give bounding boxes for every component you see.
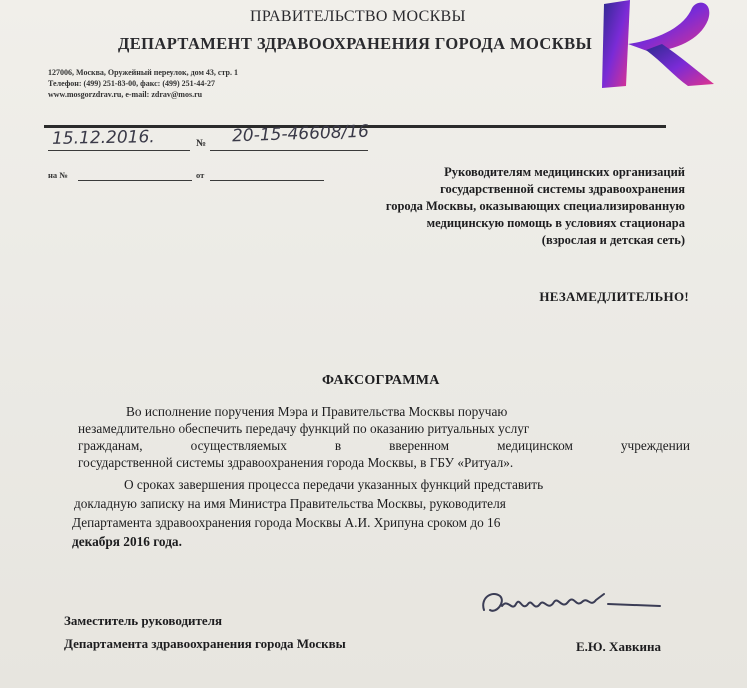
handwritten-signature [478, 584, 668, 624]
body-text-line: декабря 2016 года. [72, 534, 182, 549]
body-text-line: государственной системы здравоохранения города Москвы, в ГБУ «Ритуал». [78, 455, 514, 470]
body-word: медицинском [497, 438, 573, 453]
body-word: вверенном [389, 438, 450, 453]
document-title: ФАКСОГРАММА [322, 373, 440, 388]
phone-line: Телефон: (499) 251-83-00, факс: (499) 251-44-27 [48, 79, 215, 88]
body-text-line [78, 438, 690, 454]
body-text-line: Во исполнение поручения Мэра и Правительства Москвы поручаю [126, 404, 508, 419]
signatory-name: Е.Ю. Хавкина [576, 639, 661, 654]
body-text-line: О сроках завершения процесса передачи указанных функций представить [124, 477, 544, 492]
number-sign: № [196, 138, 207, 149]
recipient-line: медицинскую помощь в условиях стационара [426, 216, 685, 230]
handwritten-number: 20-15-46608/16 [231, 121, 370, 147]
recipient-line: города Москвы, оказывающих специализированную [385, 199, 685, 213]
urgency-label: НЕЗАМЕДЛИТЕЛЬНО! [539, 289, 689, 304]
body-word: в [334, 438, 342, 453]
web-email-line: www.mosgorzdrav.ru, e-mail: zdrav@mos.ru [48, 90, 203, 99]
date-underline [48, 150, 190, 151]
reference-date-line [210, 180, 324, 181]
address-line: 127006, Москва, Оружейный переулок, дом 43, стр. 1 [48, 68, 238, 77]
signatory-position: Заместитель руководителя [64, 613, 223, 628]
recipient-line: (взрослая и детская сеть) [541, 233, 685, 247]
reference-number-label: на № [48, 170, 68, 180]
body-word: гражданам, [78, 438, 143, 453]
body-text-line: докладную записку на имя Министра Правительства Москвы, руководителя [74, 496, 506, 511]
government-title: ПРАВИТЕЛЬСТВО МОСКВЫ [250, 8, 466, 25]
body-word: учреждении [620, 438, 690, 453]
body-text-line: незамедлительно обеспечить передачу функций по оказанию ритуальных услуг [78, 421, 530, 436]
recipient-line: Руководителям медицинских организаций [444, 165, 685, 179]
body-word: осуществляемых [190, 438, 287, 453]
reference-number-line [78, 180, 192, 181]
recipient-line: государственной системы здравоохранения [440, 182, 685, 196]
reference-date-label: от [196, 170, 205, 180]
department-title: ДЕПАРТАМЕНТ ЗДРАВООХРАНЕНИЯ ГОРОДА МОСКВЫ [118, 34, 593, 53]
signatory-department: Департамента здравоохранения города Москвы [64, 636, 346, 651]
k-letter-logo-icon [596, 0, 716, 90]
body-text-line: Департамента здравоохранения города Москвы А.И. Хрипуна сроком до 16 [72, 515, 501, 530]
handwritten-date: 15.12.2016. [51, 127, 155, 149]
number-underline [210, 150, 368, 151]
